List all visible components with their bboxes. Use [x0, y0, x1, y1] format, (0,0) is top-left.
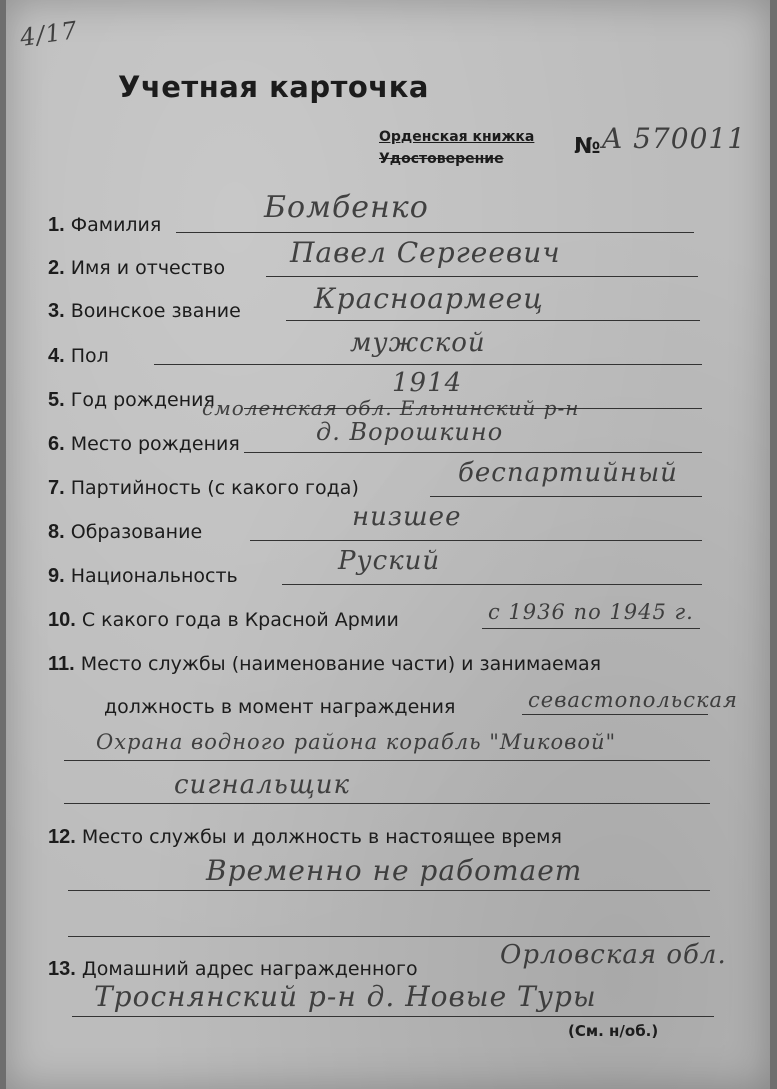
field-line — [68, 890, 710, 891]
field-2 — [48, 257, 225, 280]
field-number: 7. — [48, 477, 65, 499]
field-number: 4. — [48, 345, 65, 367]
field-9 — [48, 565, 238, 588]
field-value-address-line2: Троснянский р-н д. Новые Туры — [94, 980, 597, 1013]
field-number: 10. — [48, 609, 76, 631]
field-line — [176, 232, 694, 233]
field-number: 5. — [48, 389, 65, 411]
field-line — [72, 1016, 714, 1017]
field-line — [64, 760, 710, 761]
field-12 — [48, 826, 562, 849]
field-value-sex: мужской — [350, 328, 486, 358]
field-number: 3. — [48, 300, 65, 322]
field-6 — [48, 433, 240, 456]
field-line — [68, 936, 710, 937]
field-line — [64, 803, 710, 804]
field-line — [282, 584, 702, 585]
field-value-rank: Красноармеец — [314, 282, 544, 315]
field-label: Домашний адрес награжденного — [81, 958, 418, 980]
field-number: 8. — [48, 521, 65, 543]
field-value-name: Павел Сергеевич — [290, 236, 561, 269]
field-number: 2. — [48, 257, 65, 279]
field-number: 13. — [48, 958, 76, 980]
field-line — [430, 496, 702, 497]
field-line — [522, 714, 708, 715]
field-value-nationality: Руский — [338, 546, 441, 576]
field-value-education: низшее — [352, 502, 462, 532]
field-7 — [48, 477, 359, 500]
field-line — [482, 628, 700, 629]
field-label: Фамилия — [70, 214, 162, 236]
field-label: Пол — [70, 345, 109, 367]
field-label: Место службы и должность в настоящее время — [81, 826, 562, 848]
field-value-surname: Бомбенко — [264, 190, 429, 225]
field-value-birth-year: 1914 — [392, 368, 463, 398]
field-line — [286, 320, 700, 321]
field-number: 9. — [48, 565, 65, 587]
field-label: Партийность (с какого года) — [70, 477, 359, 499]
field-value-party: беспартийный — [458, 458, 678, 488]
doc-type-option-award-book: Орденская книжка — [379, 129, 535, 145]
card-title: Учетная карточка — [118, 70, 429, 104]
field-13 — [48, 958, 418, 981]
field-value-birthplace-line1: смоленская обл. Ельнинский р-н — [202, 396, 580, 420]
field-value-service-line1: севастопольская — [528, 688, 738, 712]
field-4 — [48, 345, 109, 368]
field-label: Место рождения — [70, 433, 240, 455]
field-label: Воинское звание — [70, 300, 241, 322]
field-label: Образование — [70, 521, 203, 543]
field-5 — [48, 389, 215, 412]
field-number: 1. — [48, 214, 65, 236]
field-11-line1 — [48, 653, 601, 676]
field-value-birthplace-line2: д. Ворошкино — [316, 418, 504, 446]
field-value-current-service: Временно не работает — [206, 854, 583, 887]
doc-type-option-certificate: Удостоверение — [379, 151, 504, 167]
field-label: Место службы (наименование части) и занимаемая — [80, 653, 602, 675]
award-registration-card — [6, 0, 770, 1089]
field-line — [244, 452, 702, 453]
field-1 — [48, 214, 161, 237]
field-label: Имя и отчество — [70, 257, 226, 279]
field-label: Год рождения — [70, 389, 215, 411]
field-label: Национальность — [70, 565, 238, 587]
footer-note: (См. н/об.) — [568, 1022, 659, 1040]
field-value-army-years: с 1936 по 1945 г. — [488, 600, 694, 624]
corner-note: 4/17 — [18, 16, 80, 52]
field-8 — [48, 521, 202, 544]
field-3 — [48, 300, 241, 323]
field-11-line2: должность в момент награждения — [104, 696, 456, 718]
field-10 — [48, 609, 399, 632]
doc-number-prefix: № — [574, 134, 601, 159]
field-number: 12. — [48, 826, 76, 848]
field-value-service-line3: сигнальщик — [174, 770, 351, 800]
field-number: 11. — [48, 653, 75, 675]
field-line — [154, 364, 702, 365]
field-value-address-line1: Орловская обл. — [500, 940, 727, 970]
field-label: С какого года в Красной Армии — [81, 609, 399, 631]
doc-number-value: A 570011 — [602, 122, 747, 155]
field-line — [266, 276, 698, 277]
field-line — [250, 540, 702, 541]
field-value-service-line2: Охрана водного района корабль "Миковой" — [96, 730, 617, 754]
field-number: 6. — [48, 433, 65, 455]
